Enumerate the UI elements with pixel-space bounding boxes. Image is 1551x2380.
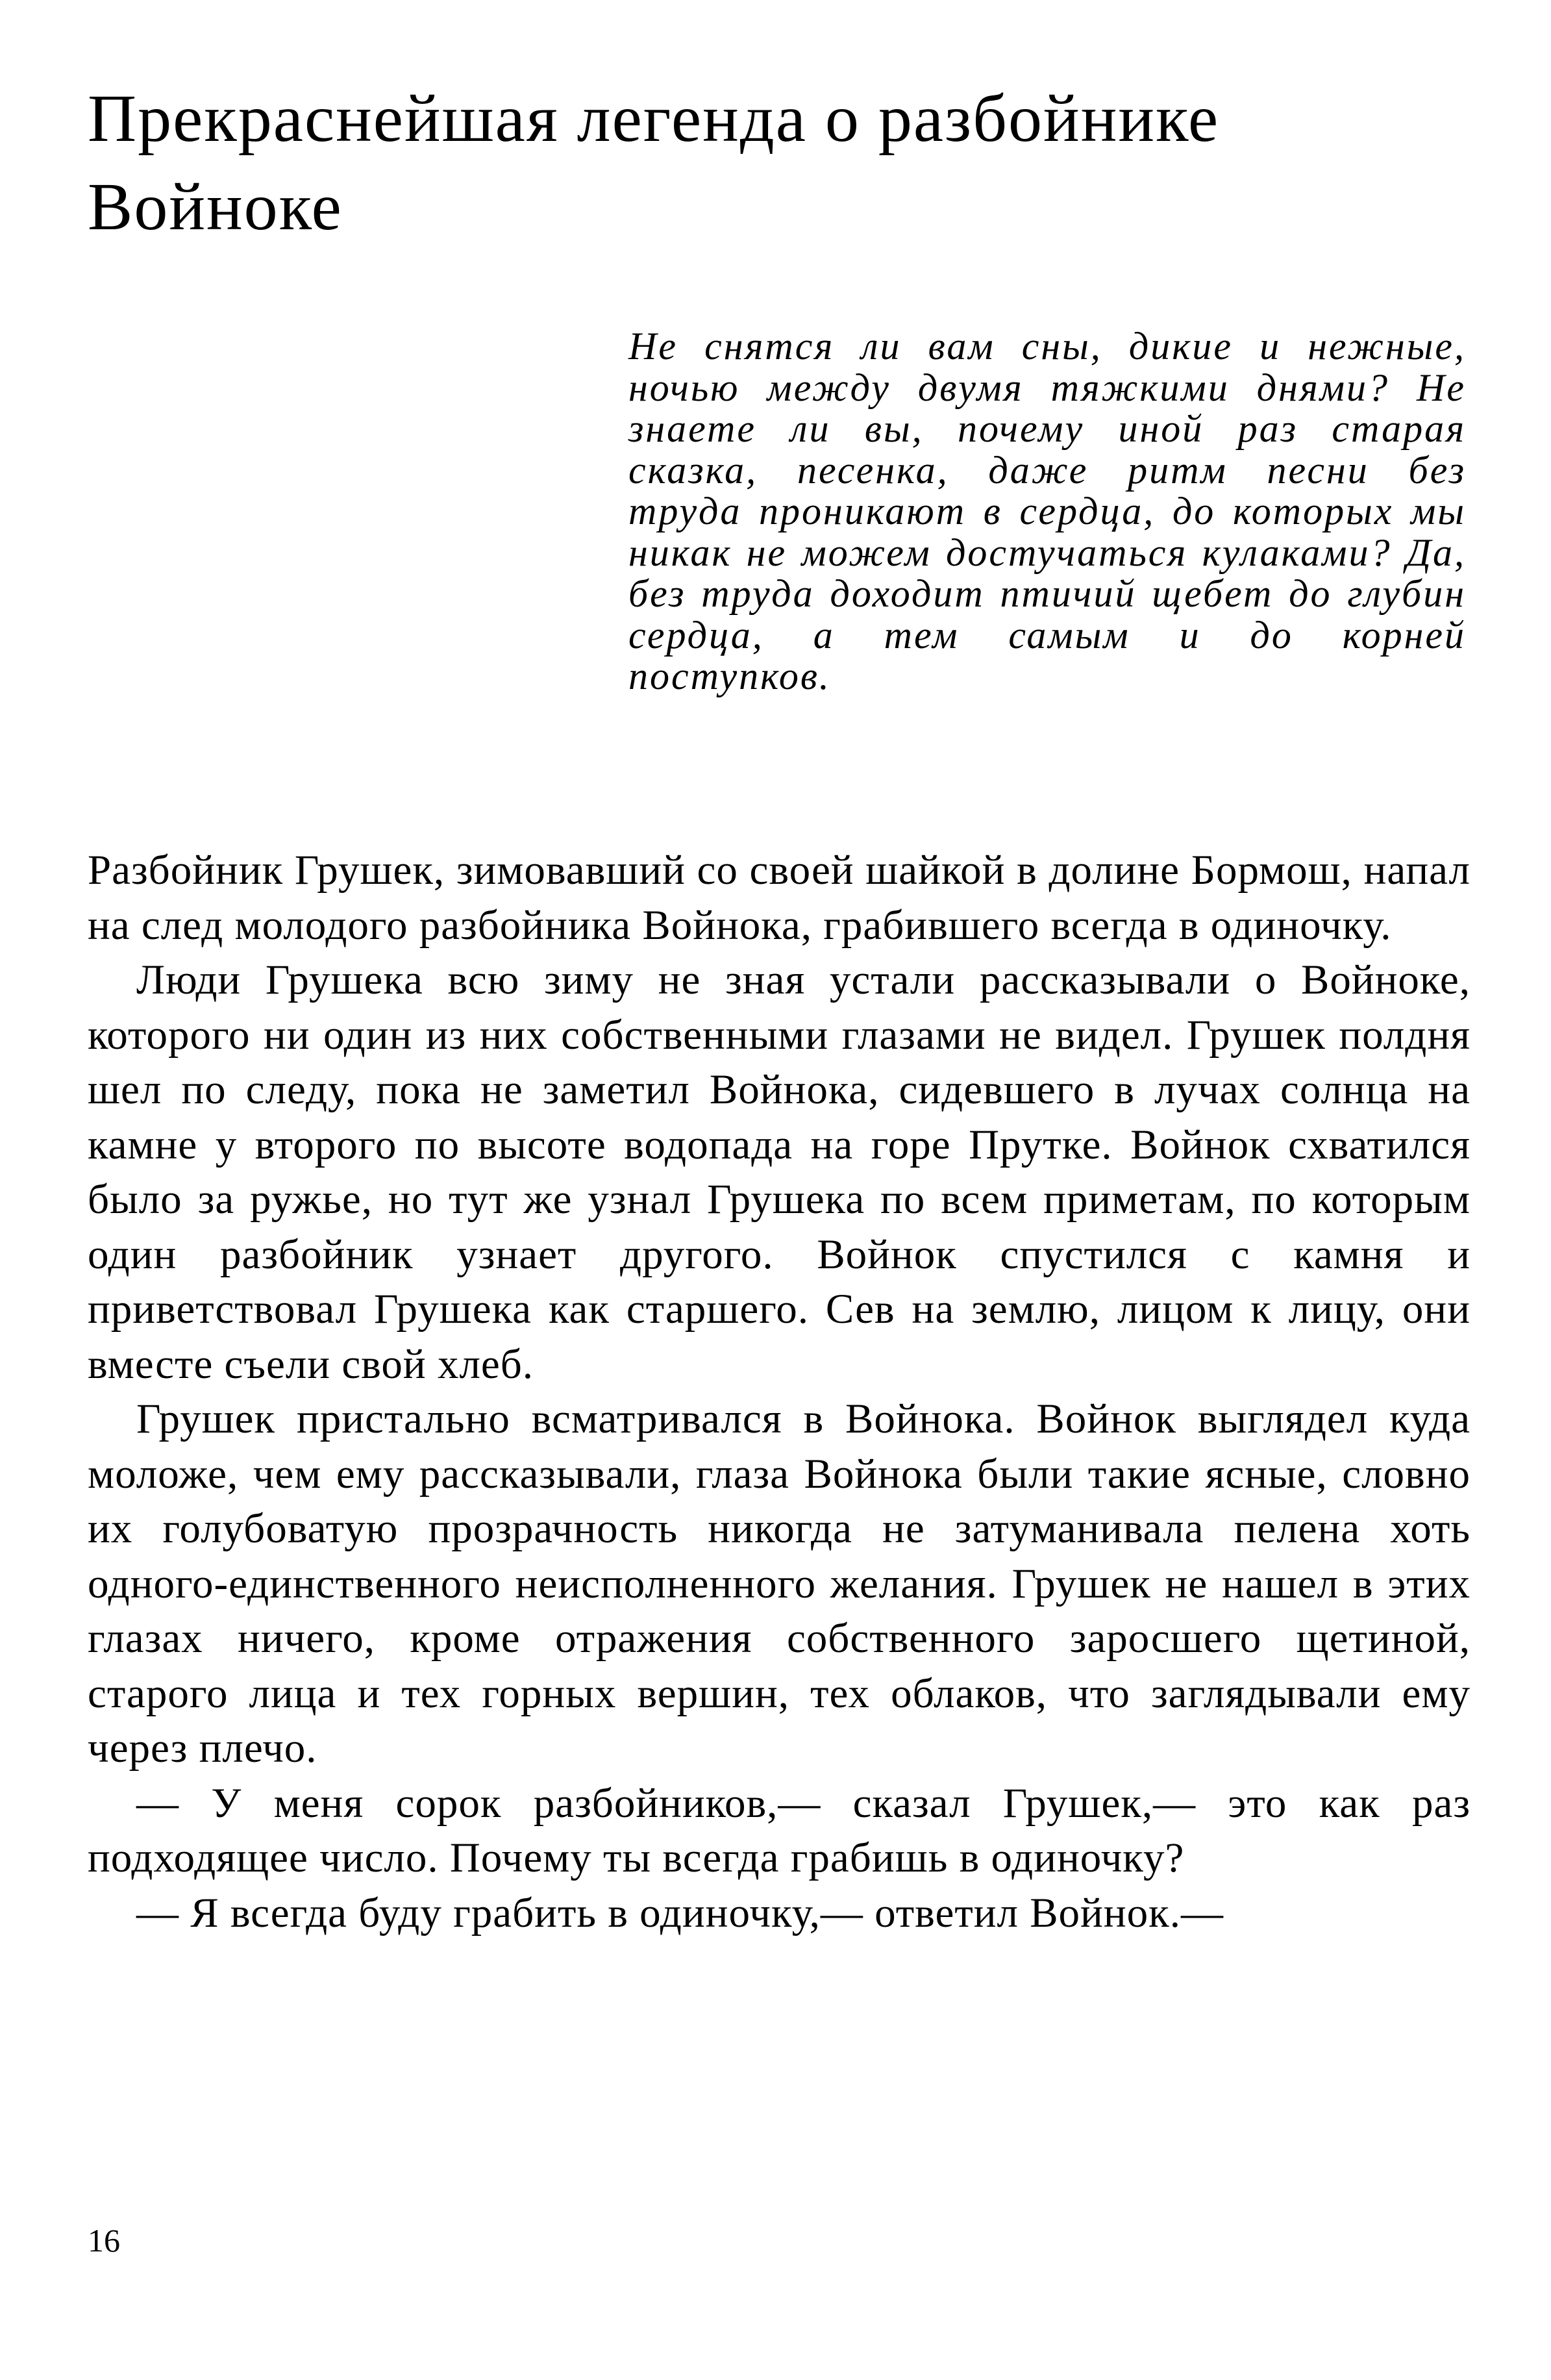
page-title: Прекраснейшая легенда о разбойнике Войноке xyxy=(88,81,1220,244)
paragraph: — У меня сорок разбойников,— сказал Грушек,— это как раз подходящее число. Почему ты всегда грабишь в одиночку? xyxy=(88,1779,1470,1881)
page-number: 16 xyxy=(88,2222,120,2259)
paragraph: Люди Грушека всю зиму не зная устали рассказывали о Войноке, которого ни один из них собственными глазами не видел. Грушек полдня шел по следу, пока не заметил Войнока, сидевшего в лучах солнца на камне у второго по высоте водопада на горе Прутке. Войнок схватился было за ружье, но тут же узнал Грушека по всем приметам, по которым один разбойник узнает другого. Войнок спустился с камня и приветствовал Грушека как старшего. Сев на землю, лицом к лицу, они вместе съели свой хлеб. xyxy=(88,957,1470,1388)
body-text xyxy=(88,843,1470,1940)
paragraph: Разбойник Грушек, зимовавший со своей шайкой в долине Бормош, напал на след молодого разбойника Войнока, грабившего всегда в одиночку. xyxy=(88,847,1470,949)
paragraph: Грушек пристально всматривался в Войнока. Войнок выглядел куда моложе, чем ему рассказывали, глаза Войнока были такие ясные, словно их голубоватую прозрачность никогда не затуманивала пелена хоть одного-единственного неисполненного желания. Грушек не нашел в этих глазах ничего, кроме отражения собственного заросшего щетиной, старого лица и тех горных вершин, тех облаков, что заглядывали ему через плечо. xyxy=(88,1396,1470,1772)
epigraph: Не снятся ли вам сны, дикие и нежные, ночью между двумя тяжкими днями? Не знаете ли вы, почему иной раз старая сказка, песенка, даже ритм песни без труда проникают в сердца, до которых мы никак не можем достучаться кулаками? Да, без труда доходит птичий щебет до глубин сердца, а тем самым и до корней поступков. xyxy=(628,325,1466,697)
paragraph: — Я всегда буду грабить в одиночку,— ответил Войнок.— xyxy=(136,1889,1224,1936)
